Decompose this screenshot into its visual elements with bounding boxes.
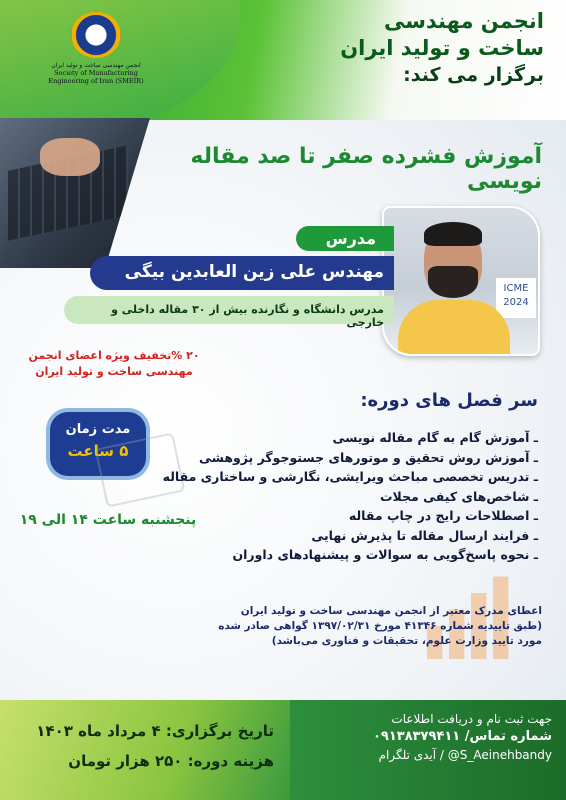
member-discount xyxy=(14,348,214,380)
contact-title: جهت ثبت نام و دریافت اطلاعات xyxy=(391,712,552,726)
event-date: تاریخ برگزاری: ۴ مرداد ماه ۱۴۰۳ xyxy=(36,722,274,740)
instructor-name: مهندس علی زین العابدین بیگی xyxy=(90,256,394,290)
organizer-line2: ساخت و تولید ایران xyxy=(340,36,544,60)
instructor-tag: مدرس xyxy=(296,226,394,251)
laptop-photo xyxy=(0,118,150,268)
course-fee: هزینه دوره: ۲۵۰ هزار تومان xyxy=(68,752,274,770)
contact-phone[interactable]: شماره تماس/ ۰۹۱۳۸۳۷۹۴۱۱ xyxy=(372,729,552,744)
syllabus-item: ـ آموزش گام به گام مقاله نویسی xyxy=(332,430,538,445)
organizer-line3: برگزار می کند: xyxy=(403,64,544,86)
hand-image xyxy=(40,138,100,176)
syllabus-list xyxy=(162,428,538,565)
instructor-photo xyxy=(382,206,540,356)
logo-persian-text: انجمن مهندسی ساخت و تولید ایران xyxy=(51,62,141,69)
certificate-note xyxy=(22,604,542,649)
instructor-description: مدرس دانشگاه و نگارنده بیش از ۳۰ مقاله داخلی و خارجی xyxy=(64,296,394,324)
course-headline: آموزش فشرده صفر تا صد مقاله نویسی xyxy=(190,144,542,194)
smeir-logo-mark-icon xyxy=(71,12,121,58)
logo-english-line2: Engineering of Iran (SMEIR) xyxy=(48,77,144,85)
schedule-text: پنجشنبه ساعت ۱۴ الی ۱۹ xyxy=(19,512,197,528)
instructor-shirt xyxy=(398,300,510,356)
syllabus-item: ـ شاخص‌های کیفی مجلات xyxy=(379,488,538,504)
certificate-line1: اعطای مدرک معتبر از انجمن مهندسی ساخت و تولید ایران xyxy=(240,605,542,617)
syllabus-item: ـ اصطلاحات رایج در چاپ مقاله xyxy=(348,508,538,523)
organizer-line1: انجمن مهندسی xyxy=(384,9,544,33)
footer-contact xyxy=(300,710,552,764)
certificate-line3: مورد تایید وزارت علوم، تحقیقات و فناوری می‌باشد) xyxy=(271,635,542,647)
syllabus-item: ـ تدریس تخصصی مباحث ویرایشی، نگارشی و ساختاری مقاله xyxy=(162,469,538,484)
certificate-line2: (طبق تاییدیه شماره ۴۱۳۴۶ مورخ ۱۳۹۷/۰۲/۳۱ گواهی صادر شده xyxy=(218,620,542,632)
instructor-beard xyxy=(428,266,478,298)
duration-value: ۵ ساعت xyxy=(67,442,129,460)
syllabus-item: ـ آموزش روش تحقیق و موتورهای جستوجوگر پژوهشی xyxy=(198,449,538,465)
instructor-hair xyxy=(424,222,482,246)
organizer-title xyxy=(284,8,544,89)
smeir-logo xyxy=(26,12,166,98)
discount-line1: ۲۰ %تخفیف ویژه اعضای انجمن xyxy=(28,349,200,362)
conference-banner: ICME 2024 xyxy=(496,278,536,318)
duration-label: مدت زمان xyxy=(65,422,131,437)
syllabus-item: ـ فرایند ارسال مقاله تا پذیرش نهایی xyxy=(311,527,538,543)
syllabus-title: سر فصل های دوره: xyxy=(360,390,538,411)
contact-telegram[interactable]: آیدی تلگرام / @S_Aeinehbandy xyxy=(378,748,552,762)
discount-line2: مهندسی ساخت و تولید ایران xyxy=(35,365,193,378)
footer-event-info xyxy=(12,716,274,776)
syllabus-item: ـ نحوه پاسخ‌گویی به سوالات و پیشنهادهای داوران xyxy=(232,547,538,562)
logo-english-line1: Society of Manufacturing xyxy=(54,69,138,77)
